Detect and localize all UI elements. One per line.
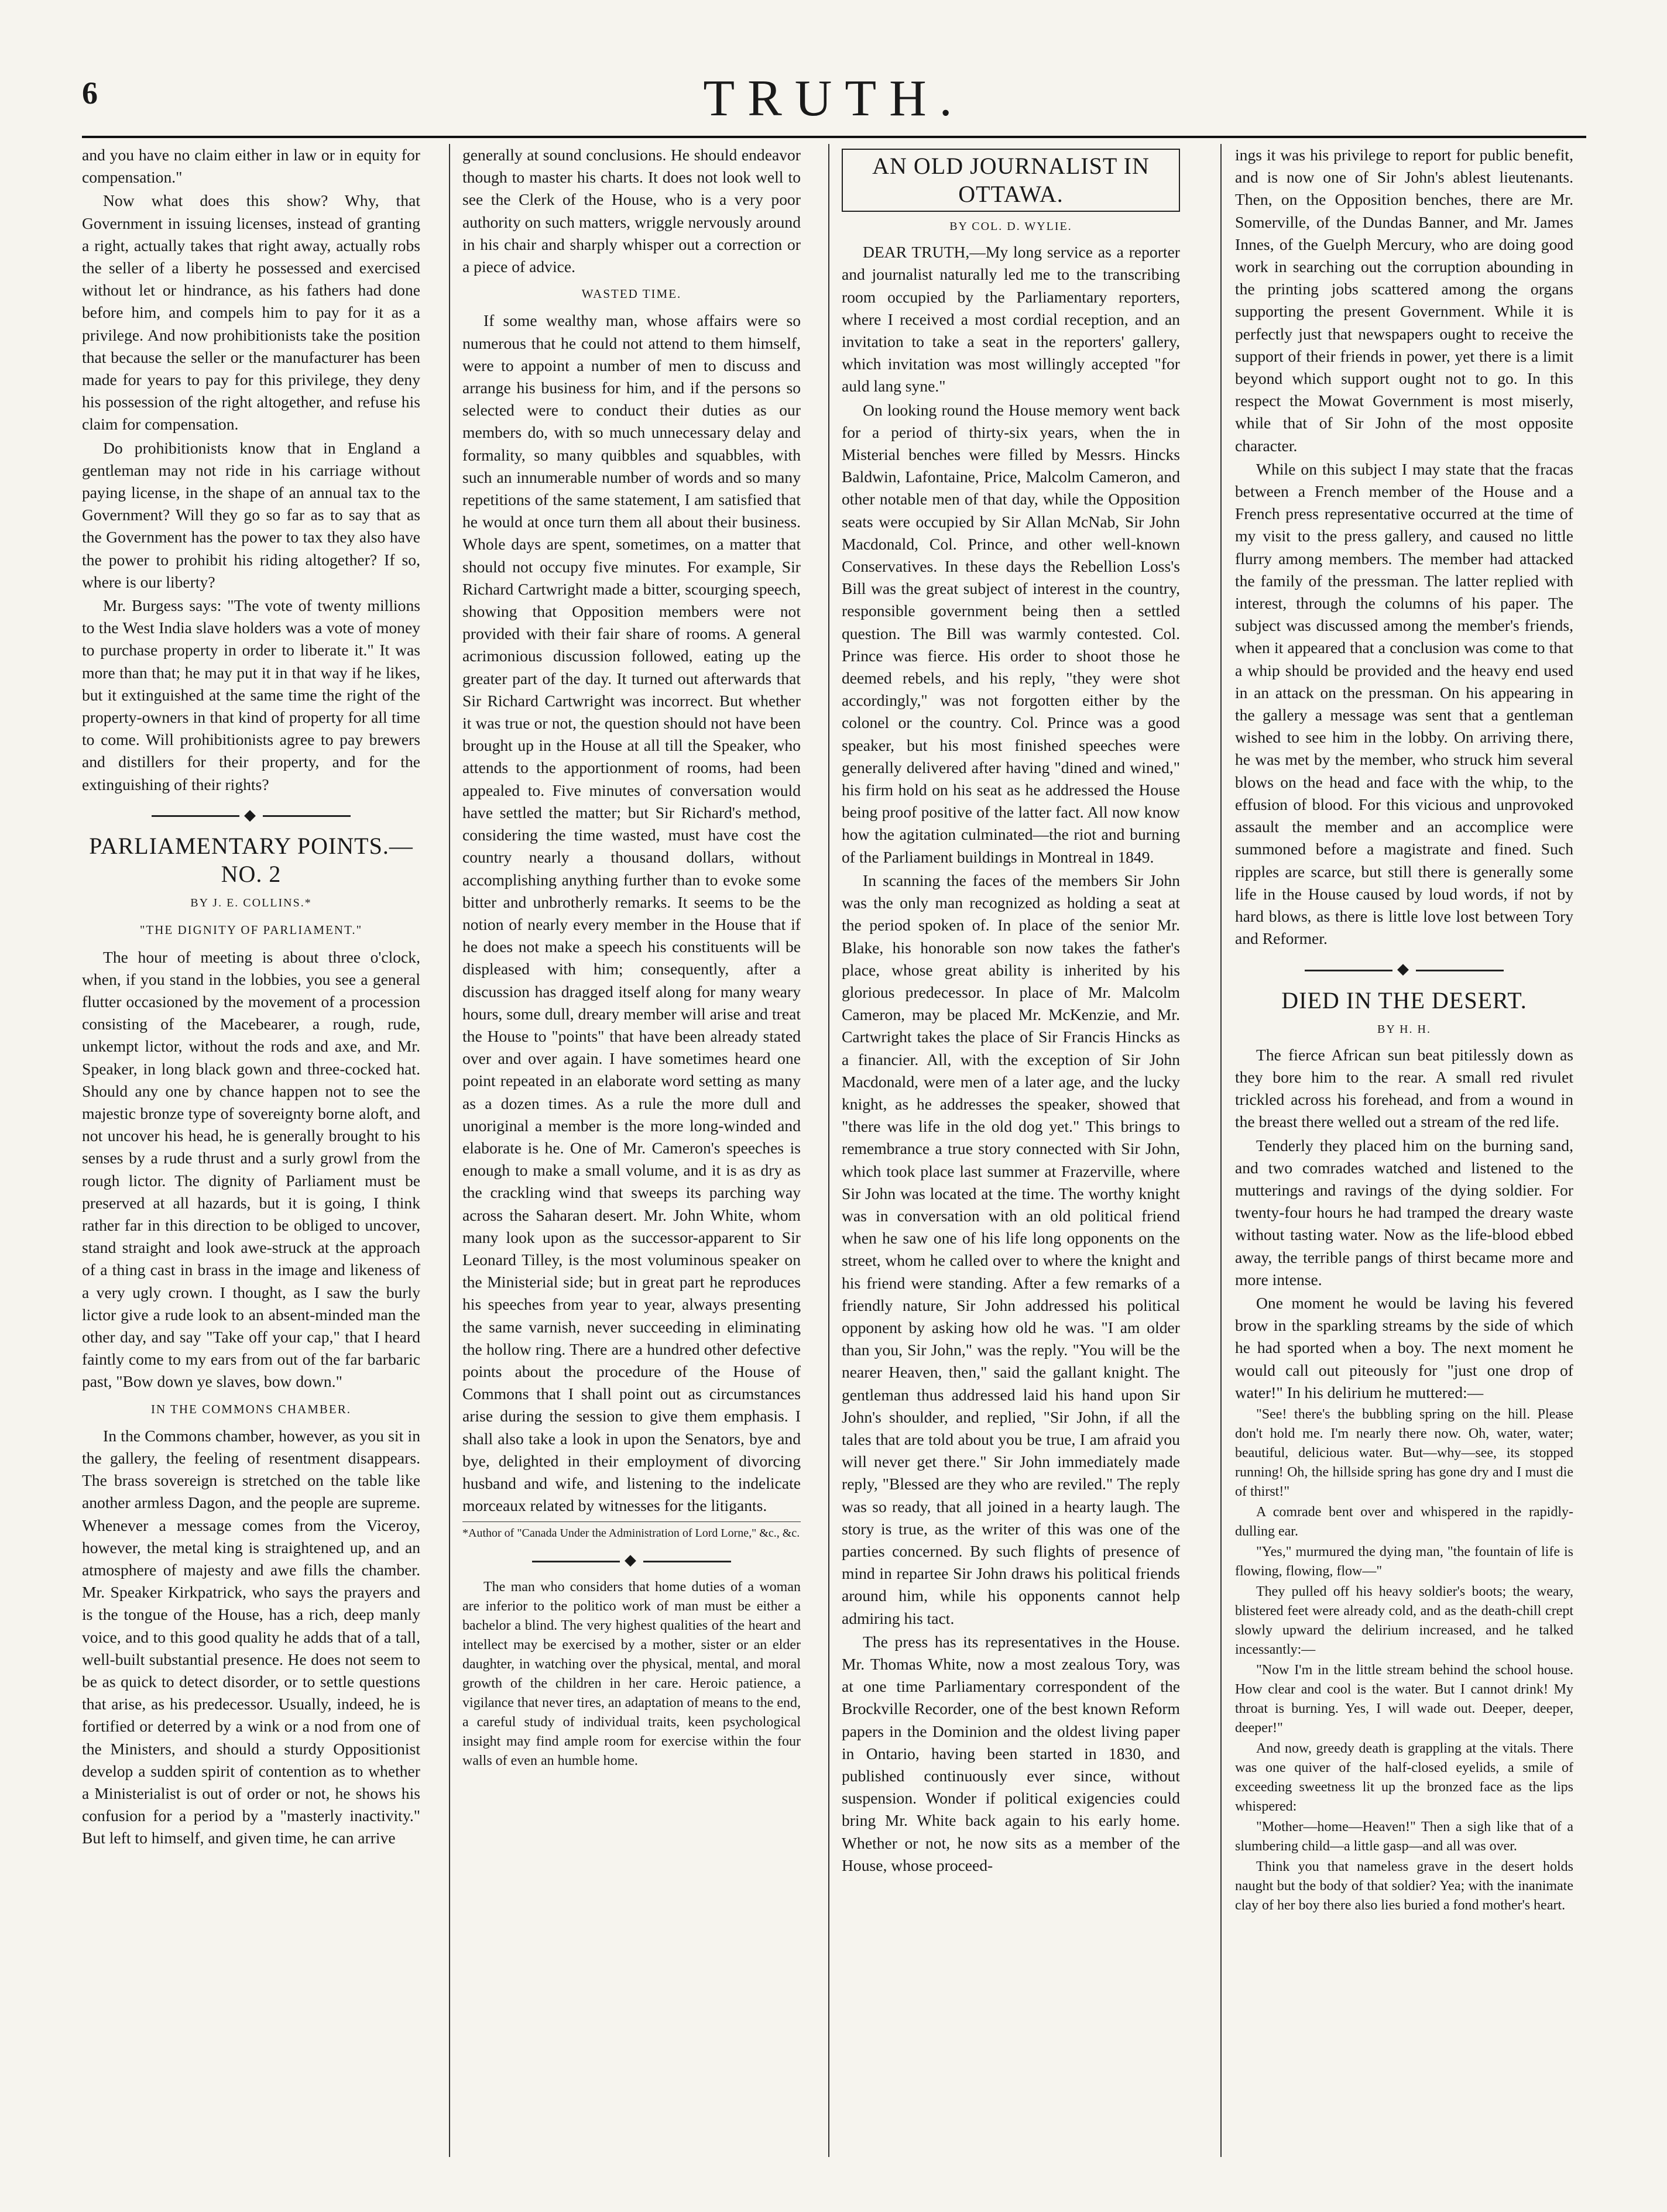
paragraph: and you have no claim either in law or in equity for compensation.": [82, 146, 420, 187]
byline: BY H. H.: [1377, 1022, 1431, 1036]
column-3: [842, 144, 1180, 2157]
masthead-rule: [82, 136, 1586, 138]
column-2: [462, 144, 801, 2157]
paragraph: One moment he would be laving his fevered brow in the sparkling streams by the side of which he had sported when a boy. The next moment he would call out piteously for "just one drop of water!" In his delirium he muttered:—: [1235, 1293, 1573, 1402]
paragraph: If some wealthy man, whose affairs were so numerous that he could not attend to them himself, were to appoint a number of men to discuss and arrange his business for him, and if the persons so selected were to conduct their duties as our members do, with so much unnecessary delay and formality, so many quibbles and squabbles, with such an innumerable number of words and so many repetitions of the same statement, I am satisfied that he would at once turn them all about their business. Whole days are spent, sometimes, on a matter that should not occupy five minutes. For example, Sir Richard Cartwright made a bitter, scourging speech, showing that Opposition members were not provided with their fair share of rooms. A general acrimonious discussion followed, eating up the greater part of the day. It turned out afterwards that Sir Richard Cartwright was incorrect. But whether it was true or not, the question should not have been brought up in the House at all till the Speaker, who attends to the apportionment of rooms, had been appealed to. Five minutes of conversation would have settled the matter; but Sir Richard's method, considering the time wasted, must have cost the country nearly a thousand dollars, without accomplishing anything further than to evoke some bitter and unbrotherly remarks. It seems to be the notion of nearly every member in the House that if he does not make a speech his constituents will be displeased with him; consequently, after a discussion has dragged itself along for many weary hours, some dull, dreary member will arise and treat the House to "points" that have been already stated over and over again. I have sometimes heard one point repeated in an elaborate word setting as many as a dozen times. As a rule the more dull and unoriginal a member is the more long-winded and elaborate is he. One of Mr. Cameron's speeches is enough to make a small volume, and it is as dry as the crackling wind that sweeps its parching way across the Saharan desert. Mr. John White, whom many look upon as the successor-apparent to Sir Leonard Tilley, is the most voluminous speaker on the Ministerial side; but in great part he reproduces his speeches from year to year, always presenting the same varnish, never succeeding in eliminating the hollow ring. There are a hundred other defective points about the procedure of the House of Commons that I shall point out as circumstances arise during the session to give them emphasis. I shall also take a look in upon the Senators, bye and bye, delighted in their employment of divorcing husband and wife, and listening to the indelicate morceaux related by witnesses for the litigants.: [462, 311, 801, 1515]
column-4: [1235, 144, 1573, 2157]
footnote: *Author of "Canada Under the Administration of Lord Lorne," &c., &c.: [462, 1521, 801, 1541]
paragraph: They pulled off his heavy soldier's boots; the weary, blistered feet were already cold, and as the death-chill crept slowly upward the delirium increased, and he talked incessantly:—: [1235, 1584, 1573, 1657]
paragraph: Now what does this show? Why, that Government in issuing licenses, instead of granting a right, actually takes that right away, actually robs the seller of a liberty he possessed and exercised without let or hindrance, as his fathers had done before him, and compels him to pay for it as a privilege. And now prohibitionists take the position that because the seller or the manufacturer has been made for years to pay for this privilege, they deny his possession of the right altogether, and refuse his claim for compensation.: [82, 191, 420, 434]
paragraph: The man who considers that home duties of a woman are inferior to the politico work of man must be either a bachelor a blind. The very highest qualities of the heart and intellect may be exercised by a mother, sister or an elder daughter, in watching over the physical, mental, and moral growth of the children in her care. Heroic patience, a vigilance that never tires, an adaptation of means to the end, a careful study of individual traits, keen psychological insight may find ample room for exercise within the four walls of even an humble home.: [462, 1579, 801, 1768]
newspaper-title: TRUTH.: [703, 70, 965, 127]
paragraph: "See! there's the bubbling spring on the hill. Please don't hold me. I'm nearly there now. Oh, water, water; beautiful, delicious water. But—why—see, its stopped running! Oh, the hillside spring has gone dry and I must die of thirst!": [1235, 1406, 1573, 1499]
column-rule: [449, 144, 450, 2157]
paragraph: Think you that nameless grave in the desert holds naught but the body of that soldier? Yea; with the inanimate clay of her boy there also lies buried a fond mother's heart.: [1235, 1859, 1573, 1913]
article-heading: PARLIAMENTARY POINTS.—NO. 2: [89, 833, 413, 888]
column-rule: [1220, 144, 1222, 2157]
subheading: WASTED TIME.: [581, 287, 682, 301]
paragraph: The hour of meeting is about three o'clock, when, if you stand in the lobbies, you see a general flutter occasioned by the movement of a procession consisting of the Macebearer, a rough, rude, unkempt lictor, without the rods and axe, and Mr. Speaker, in long black gown and three-cocked hat. Should any one by chance happen not to see the majestic bronze type of sovereignty borne aloft, and not uncover his head, he is generally brought to his senses by a rude thrust and a surly growl from the rough lictor. The dignity of Parliament must be preserved at all hazards, but it is going, I think rather far in this direction to be obliged to uncover, stand straight and look awe-struck at the approach of a thing cast in brass in the image and likeness of a very ugly crown. I thought, as I saw the burly lictor give a rude look to an absent-minded man the other day, and say "Take off your cap," that I heard faintly come to my ears from out of the far barbaric past, "Bow down ye slaves, bow down.": [82, 947, 420, 1391]
subheading: IN THE COMMONS CHAMBER.: [151, 1402, 351, 1416]
paragraph: And now, greedy death is grappling at the vitals. There was one quiver of the half-closed eyelids, a smile of exceeding sweetness lit up the bronzed face as the lips whispered:: [1235, 1740, 1573, 1814]
ornament-divider: ◆: [82, 804, 420, 826]
column-rule: [828, 144, 829, 2157]
subheading: "THE DIGNITY OF PARLIAMENT.": [139, 923, 363, 937]
byline: BY COL. D. WYLIE.: [949, 220, 1072, 233]
paragraph: generally at sound conclusions. He should endeavor though to master his charts. It does not look well to see the Clerk of the House, who is a very poor authority on such matters, wriggle nervously around in his chair and sharply whisper out a correction or a piece of advice.: [462, 146, 801, 276]
paragraph: "Yes," murmured the dying man, "the fountain of life is flowing, flowing, flow—": [1235, 1544, 1573, 1579]
paragraph: Do prohibitionists know that in England a gentleman may not ride in his carriage without paying license, in the shape of an annual tax to the Government? Will they go so far as to say that as the Government has the power to tax they also have the power to prohibit his riding altogether? If so, where is our liberty?: [82, 438, 420, 591]
paragraph: The press has its representatives in the House. Mr. Thomas White, now a most zealous Tory, was at one time Parliamentary correspondent of the Brockville Recorder, one of the best known Reform papers in the Dominion and the oldest living paper in Ontario, having been started in 1830, and published continuously ever since, without suspension. Wonder if political exigencies could bring Mr. White back again to his early home. Whether or not, he now sits as a member of the House, whose proceed-: [842, 1632, 1180, 1874]
masthead: [82, 69, 1586, 133]
page-number: 6: [82, 75, 98, 111]
paragraph: While on this subject I may state that the fracas between a French member of the House and a French press representative occurred at the time of my visit to the press gallery, and caused no little flurry among members. The member had attacked the family of the pressman. The latter replied with interest, through the columns of his paper. The subject was discussed among the member's friends, when it appeared that a conclusion was come to that a whip should be provided and the heavy end used in an attack on the pressman. On his appearing in the gallery a message was sent that a gentleman wished to see him in the lobby. On arriving there, he was met by the member, who struck him several blows on the head and face with the whip, to the effusion of blood. For this vicious and unprovoked assault the member and an accomplice were summoned before a magistrate and fined. Such ripples are scarce, but still there is generally some life in the House caused by loud words, if not by hard blows, as there is little love lost between Tory and Reformer.: [1235, 459, 1573, 948]
paragraph: The fierce African sun beat pitilessly down as they bore him to the rear. A small red rivulet trickled across his forehead, and from a wound in the breast there welled out a stream of the red life.: [1235, 1045, 1573, 1131]
column-1: [82, 144, 420, 2157]
paragraph: DEAR TRUTH,—My long service as a reporter and journalist naturally led me to the transcribing room occupied by the Parliamentary reporters, where I received a most cordial reception, and an invitation to take a seat in the reporters' gallery, which invitation was most willingly accepted "for auld lang syne.": [842, 243, 1180, 396]
paragraph: Tenderly they placed him on the burning sand, and two comrades watched and listened to the mutterings and ravings of the dying soldier. For twenty-four hours he had tramped the dreary waste without tasting water. Now as the life-blood ebbed away, the terrible pangs of thirst became more and more intense.: [1235, 1136, 1573, 1289]
paragraph: In the Commons chamber, however, as you sit in the gallery, the feeling of resentment disappears. The brass sovereign is stretched on the table like another armless Dagon, and the people are supreme. Whenever a message comes from the Viceroy, however, the metal king is straightened up, and an atmosphere of majesty and awe fills the chamber. Mr. Speaker Kirkpatrick, who says the prayers and is the tongue of the House, has a rich, deep manly voice, and to this good quality he adds that of a tall, well-built substantial presence. He does not seem to be as quick to detect disorder, or to settle questions that arise, as his predecessor. Usually, indeed, he is fortified or deterred by a wink or a nod from one of the Ministers, and should a sturdy Oppositionist develop a sudden spirit of contention as to whether a Ministerialist is out of order or not, he shows his confusion for a period by a "masterly inactivity." But left to himself, and given time, he can arrive: [82, 1426, 420, 1847]
paragraph: A comrade bent over and whispered in the rapidly-dulling ear.: [1235, 1504, 1573, 1539]
paragraph: "Mother—home—Heaven!" Then a sigh like that of a slumbering child—a little gasp—and all was over.: [1235, 1819, 1573, 1854]
paragraph: "Now I'm in the little stream behind the school house. How clear and cool is the water. But I cannot drink! My throat is burning. Yes, I will wade out. Deeper, deeper, deeper!": [1235, 1662, 1573, 1736]
article-heading: DIED IN THE DESERT.: [1281, 987, 1527, 1014]
paragraph: On looking round the House memory went back for a period of thirty-six years, when the in Misterial benches were filled by Messrs. Hincks Baldwin, Lafontaine, Price, Malcolm Cameron, and other notable men of that day, while the Opposition seats were occupied by Sir Allan McNab, Sir John Macdonald, Col. Prince, and other well-known Conservatives. In these days the Rebellion Loss's Bill was the great subject of interest in the country, responsible government being then a settled question. The Bill was warmly contested. Col. Prince was fierce. His order to shoot those he deemed rebels, and his reply, "they were shot accordingly," was not forgotten either by the colonel or the country. Col. Prince was a good speaker, but his most finished speeches were generally delivered after having "dined and wined," his firm hold on his seat as he addressed the House being proof positive of the latter fact. All now know how the agitation culminated—the riot and burning of the Parliament buildings in Montreal in 1849.: [842, 400, 1180, 866]
paragraph: Mr. Burgess says: "The vote of twenty millions to the West India slave holders was a vote of money to purchase property in order to liberate it." It was more than that; he may put it in that way if he likes, but it extinguished at the same time the right of the property-owners in that kind of property for all time to come. Will prohibitionists agree to pay brewers and distillers for their property, and for the extinguishing of their rights?: [82, 596, 420, 794]
byline: BY J. E. COLLINS.*: [190, 897, 312, 910]
ornament-divider: ◆: [462, 1549, 801, 1571]
article-heading: AN OLD JOURNALIST IN OTTAWA.: [842, 149, 1180, 212]
ornament-divider: ◆: [1235, 958, 1573, 980]
paragraph: In scanning the faces of the members Sir John was the only man recognized as holding a seat at the period spoken of. In place of the senior Mr. Blake, his honorable son now takes the father's place, whose great ability is inherited by his glorious predecessor. In place of Mr. Malcolm Cameron, may be placed Mr. McKenzie, and Mr. Cartwright takes the place of Sir Francis Hincks as a financier. All, with the exception of Sir John Macdonald, were men of a later age, and the lucky knight, as he addresses the speaker, showed that "there was life in the old dog yet." This brings to remembrance a true story connected with Sir John, which took place last summer at Frazerville, where Sir John was located at the time. The worthy knight was in conversation with an old political friend when he saw one of his life long opponents on the street, whom he called over to where the knight and his friend were standing. After a few remarks of a friendly nature, Sir John addressed his political opponent by asking how old he was. "I am older than you, Sir John," was the reply. "You will be the nearer Heaven, then," said the gallant knight. The gentleman thus addressed laid his hand upon Sir John's shoulder, and replied, "Sir John, if all the tales that are told about you be true, I am afraid you will never get there." Sir John immediately made reply, "Blessed are they who are reviled." The reply was so ready, that all joined in a hearty laugh. The story is true, as the writer of this was one of the parties concerned. By such flights of presence of mind in repartee Sir John draws his political friends around him, while his opponents cannot help admiring his tact.: [842, 871, 1180, 1627]
paragraph: ings it was his privilege to report for public benefit, and is now one of Sir John's ablest lieutenants. Then, on the Opposition benches, there are Mr. Somerville, of the Dundas Banner, and Mr. James Innes, of the Guelph Mercury, who are doing good work in searching out the corruption abounding in the printing jobs scattered among the organs supporting the present Government. While it is perfectly just that newspapers ought to receive the support of their friends in power, yet there is a limit beyond which support ought not to go. In this respect the Mowat Government is most miserly, while that of Sir John of the most opposite character.: [1235, 146, 1573, 455]
